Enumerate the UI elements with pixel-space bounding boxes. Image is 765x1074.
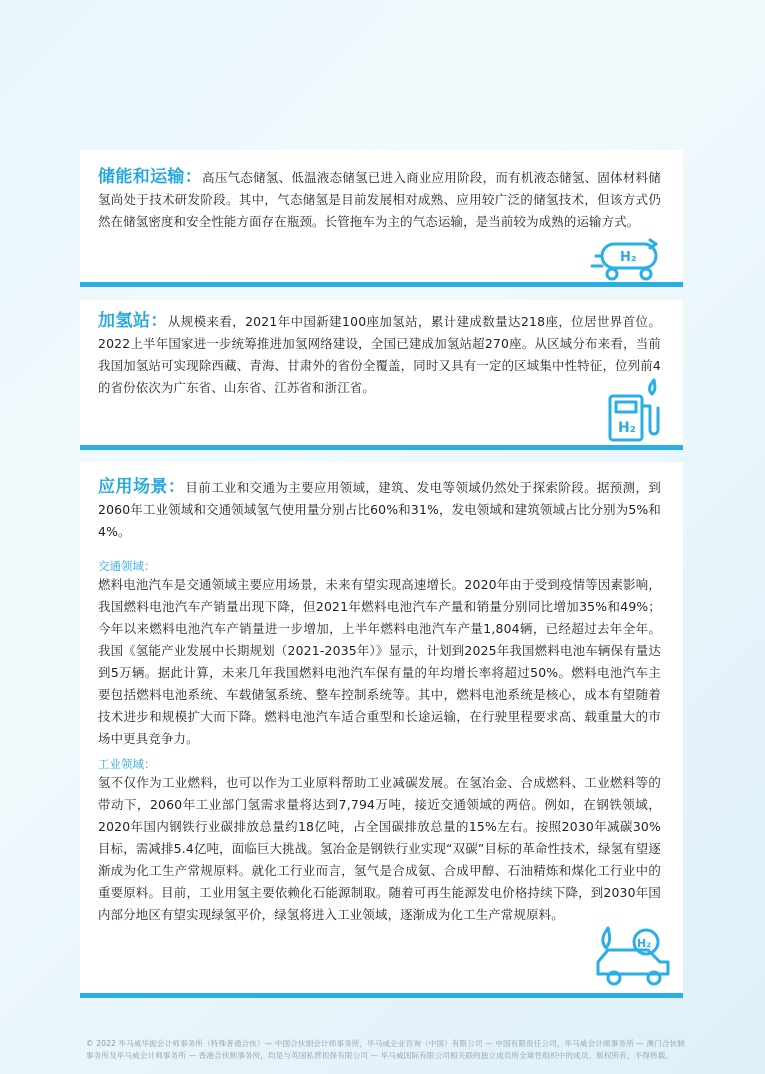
- storage-card-bar: [80, 282, 683, 287]
- storage-card: [80, 150, 683, 287]
- transport-title: 交通领域：: [98, 559, 156, 573]
- hydrogen-station-icon: [606, 374, 664, 444]
- industry-paragraph: 氢不仅作为工业燃料，也可以作为工业原料帮助工业减碳发展。在氢冶金、合成燃料、工业燃料等的带动下，2060年工业部门氢需求量将达到7,794万吨，接近交通领域的两倍。例如，在钢铁领域，2020年国内钢铁行业碳排放总量约18亿吨，占全国碳排放总量的15%左右。按照2030年减碳30%目标，需减排5.4亿吨，面临巨大挑战。氢冶金是钢铁行业实现“双碳”目标的革命性技术，绿氢有望逐渐成为化工生产常规原料。就化工行业而言，氢气是合成氨、合成甲醇、石油精炼和煤化工行业中的重要原料。目前，工业用氢主要依赖化石能源制取。随着可再生能源发电价格持续下降，到2030年国内部分地区有望实现绿氢平价，绿氢将进入工业领域，逐渐成为化工生产常规原料。: [98, 775, 661, 922]
- car-h2-label: H₂: [637, 937, 652, 950]
- application-card: [80, 462, 683, 998]
- storage-paragraph: [98, 166, 661, 233]
- storage-text: 高压气态储氢、低温液态储氢已进入商业应用阶段，而有机液态储氢、固体材料储氢尚处于技术研发阶段。其中，气态储氢是目前发展相对成熟、应用较广泛的储氢技术，但该方式仍然在储氢密度和安全性能方面存在瓶颈。长管拖车为主的气态运输，是当前较为成熟的运输方式。: [98, 170, 661, 229]
- station-paragraph: [98, 310, 661, 399]
- station-text: 从规模来看，2021年中国新建100座加氢站，累计建成数量达218座，位居世界首位。2022上半年国家进一步统筹推进加氢网络建设，全国已建成加氢站超270座。从区域分布来看，当前我国加氢站可实现除西藏、青海、甘肃外的省份全覆盖，同时又具有一定的区域集中性特征，位列前4的省份依次为广东省、山东省、江苏省和浙江省。: [98, 314, 661, 395]
- industry-title: 工业领域：: [98, 757, 156, 771]
- copyright-footer: © 2022 毕马威华振会计师事务所（特殊普通合伙）— 中国合伙制会计师事务所，毕马威企业咨询（中国）有限公司 — 中国有限责任公司，毕马威会计师事务所 — 澳门合伙制事务所及毕马威会计师事务所 — 香港合伙制事务所，均是与英国私营担保有限公司 — 毕马威国际有限公司相关联的独立成员所全球性组织中的成员。版权所有，不得转载。: [86, 1039, 685, 1060]
- station-card: [80, 300, 683, 450]
- application-heading: 应用场景：: [98, 477, 186, 497]
- hydrogen-car-icon: [592, 924, 678, 990]
- station-card-bar: [80, 445, 683, 450]
- application-text: 目前工业和交通为主要应用领域，建筑、发电等领域仍然处于探索阶段。据预测，到2060年工业领域和交通领域氢气使用量分别占比60%和31%，发电领域和建筑领域占比分别为5%和4%。: [98, 480, 661, 539]
- transport-paragraph: 燃料电池汽车是交通领域主要应用场景，未来有望实现高速增长。2020年由于受到疫情等因素影响，我国燃料电池汽车产销量出现下降，但2021年燃料电池汽车产量和销量分别同比增加35%和49%；今年以来燃料电池汽车产销量进一步增加，上半年燃料电池汽车产量1,804辆，已经超过去年全年。我国《氢能产业发展中长期规划（2021-2035年）》显示，计划到2025年我国燃料电池车辆保有量达到5万辆。据此计算，未来几年我国燃料电池汽车保有量的年均增长率将超过50%。燃料电池汽车主要包括燃料电池系统、车载储氢系统、整车控制系统等。其中，燃料电池系统是核心，成本有望随着技术进步和规模扩大而下降。燃料电池汽车适合重型和长途运输，在行驶里程要求高、载重量大的市场中更具竞争力。: [98, 577, 661, 746]
- station-h2-label: H₂: [618, 420, 636, 436]
- truck-h2-label: H₂: [620, 250, 637, 265]
- station-heading: 加氢站：: [98, 311, 168, 331]
- hydrogen-truck-icon: [588, 236, 666, 282]
- storage-heading: 储能和运输：: [98, 167, 203, 187]
- application-paragraph: [98, 476, 661, 543]
- application-card-bar: [80, 993, 683, 998]
